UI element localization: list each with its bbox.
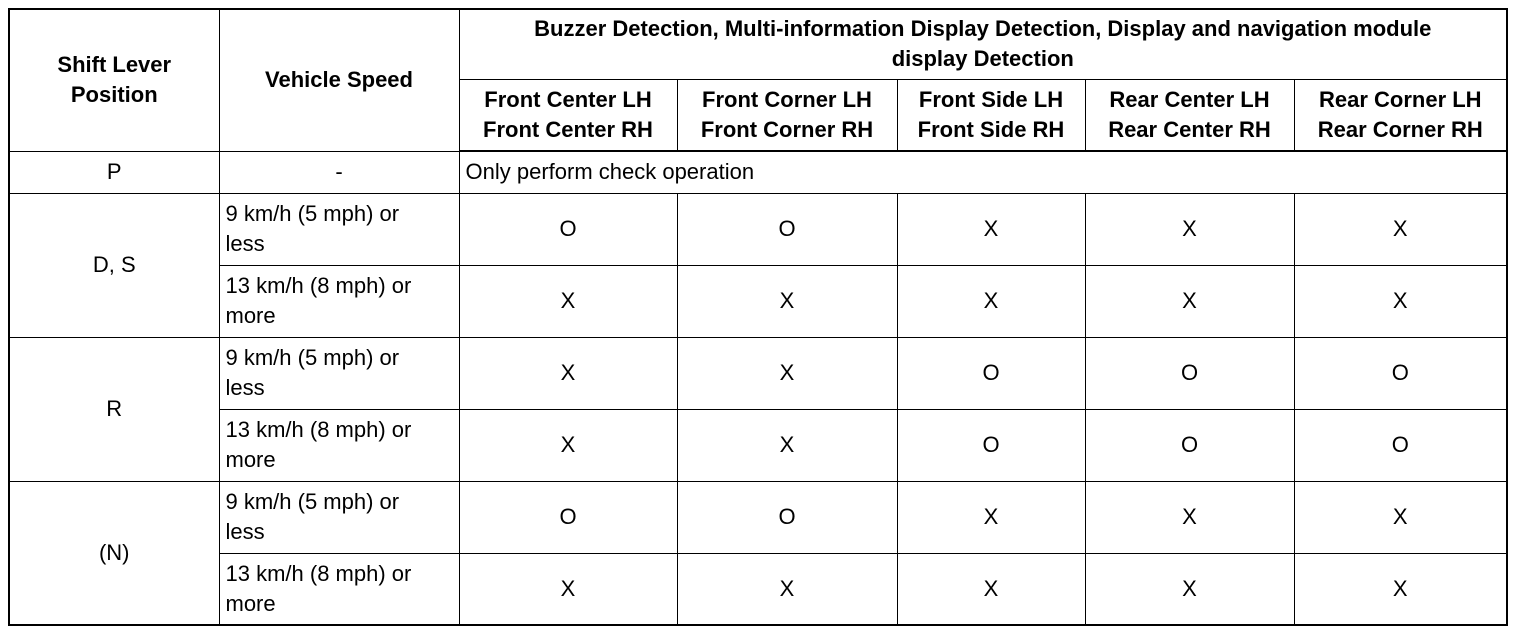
- detection-mark: X: [897, 553, 1085, 625]
- header-sensor: Front Center LH Front Center RH: [459, 79, 677, 151]
- speed-cell: 9 km/h (5 mph) or less: [219, 481, 459, 553]
- detection-mark: X: [897, 481, 1085, 553]
- header-sensor: Rear Corner LH Rear Corner RH: [1294, 79, 1507, 151]
- detection-mark: O: [897, 409, 1085, 481]
- header-vehicle-speed: Vehicle Speed: [219, 9, 459, 151]
- shift-position-cell: (N): [9, 481, 219, 625]
- detection-mark: X: [1294, 553, 1507, 625]
- shift-position-cell: P: [9, 151, 219, 193]
- detection-mark: O: [677, 193, 897, 265]
- detection-mark: X: [1085, 481, 1294, 553]
- table-row: [9, 337, 1507, 409]
- detection-mark: X: [459, 265, 677, 337]
- detection-mark: X: [1294, 265, 1507, 337]
- header-sensor: Front Side LH Front Side RH: [897, 79, 1085, 151]
- detection-mark: O: [677, 481, 897, 553]
- header-sensor: Front Corner LH Front Corner RH: [677, 79, 897, 151]
- detection-mark: X: [677, 553, 897, 625]
- detection-mark: X: [459, 337, 677, 409]
- table-row: [9, 151, 1507, 193]
- detection-mark: X: [1085, 553, 1294, 625]
- header-detection-group: Buzzer Detection, Multi-information Display Detection, Display and navigation module display Detection: [459, 9, 1507, 79]
- detection-mark: O: [459, 193, 677, 265]
- table-row: [9, 481, 1507, 553]
- speed-cell: 9 km/h (5 mph) or less: [219, 193, 459, 265]
- speed-cell: 9 km/h (5 mph) or less: [219, 337, 459, 409]
- detection-mark: X: [677, 337, 897, 409]
- table-row: [9, 265, 1507, 337]
- detection-mark: X: [1085, 193, 1294, 265]
- detection-table: [8, 8, 1508, 626]
- detection-mark: X: [459, 409, 677, 481]
- table-row: [9, 553, 1507, 625]
- table-row: [9, 193, 1507, 265]
- detection-mark: O: [1085, 337, 1294, 409]
- detection-mark: O: [1294, 409, 1507, 481]
- detection-mark: O: [459, 481, 677, 553]
- detection-mark: O: [1085, 409, 1294, 481]
- detection-mark: O: [897, 337, 1085, 409]
- detection-mark: O: [1294, 337, 1507, 409]
- header-sensor: Rear Center LH Rear Center RH: [1085, 79, 1294, 151]
- detection-mark: X: [897, 265, 1085, 337]
- detection-mark: X: [897, 193, 1085, 265]
- shift-position-cell: D, S: [9, 193, 219, 337]
- speed-cell: 13 km/h (8 mph) or more: [219, 553, 459, 625]
- detection-mark: X: [459, 553, 677, 625]
- detection-mark: X: [677, 265, 897, 337]
- table-row: [9, 409, 1507, 481]
- check-operation-note: Only perform check operation: [459, 151, 1507, 193]
- detection-mark: X: [1085, 265, 1294, 337]
- detection-mark: X: [1294, 481, 1507, 553]
- speed-cell: 13 km/h (8 mph) or more: [219, 409, 459, 481]
- detection-mark: X: [1294, 193, 1507, 265]
- speed-cell: 13 km/h (8 mph) or more: [219, 265, 459, 337]
- detection-mark: X: [677, 409, 897, 481]
- header-shift-lever-position: Shift Lever Position: [9, 9, 219, 151]
- shift-position-cell: R: [9, 337, 219, 481]
- speed-cell: -: [219, 151, 459, 193]
